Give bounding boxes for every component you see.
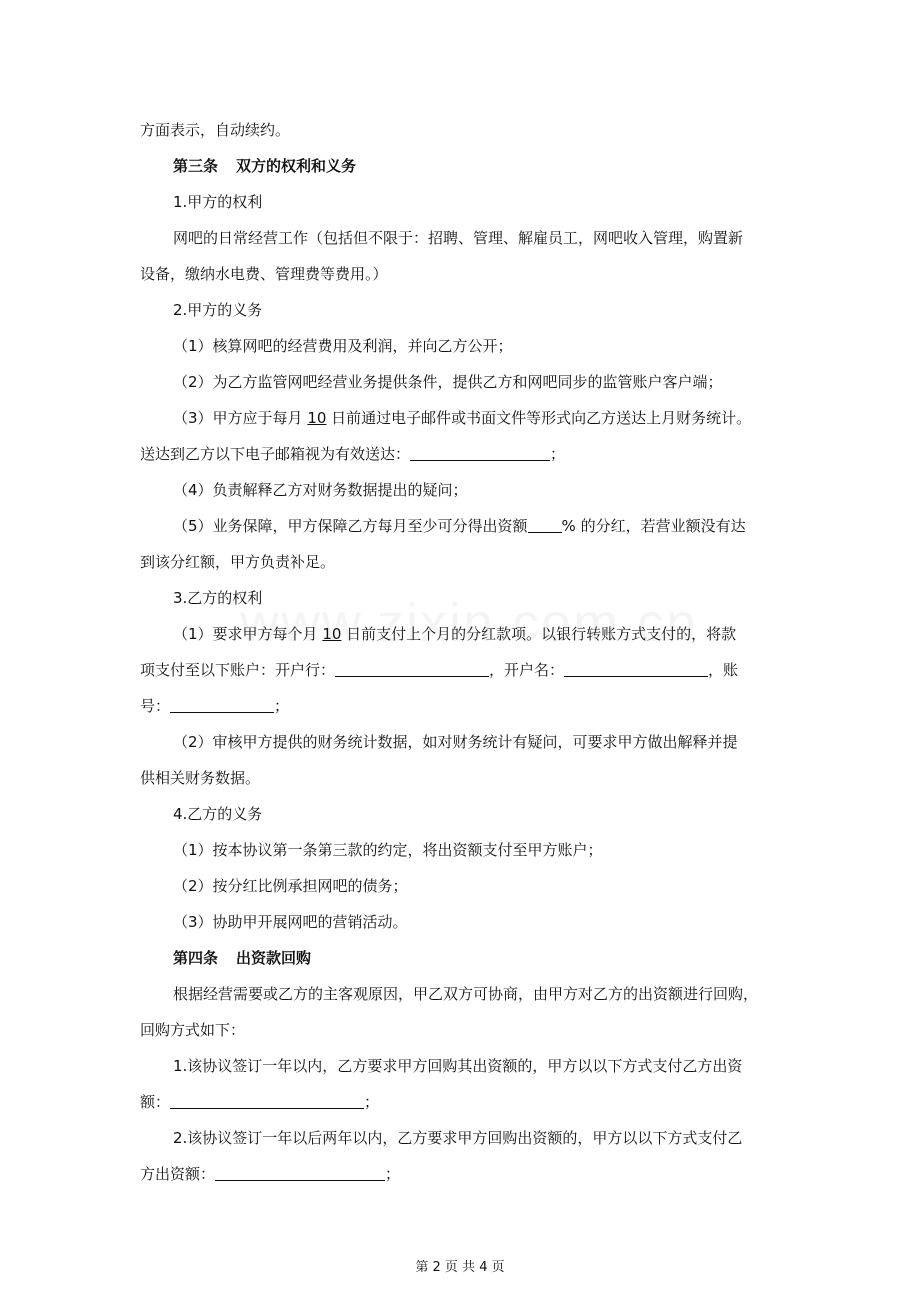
list-item xyxy=(140,616,790,652)
section-heading: 2.甲方的义务 xyxy=(173,301,263,319)
list-item: （3）协助甲开展网吧的营销活动。 xyxy=(173,913,408,931)
list-item-text: 的分红，若营业额没有达 xyxy=(575,517,746,535)
article-3-heading xyxy=(140,148,790,184)
list-item-text: 号： xyxy=(140,697,171,715)
paragraph-line: 到该分红额，甲方负责补足。 xyxy=(140,553,336,571)
paragraph-line xyxy=(140,688,790,724)
list-item-text: ； xyxy=(550,445,566,463)
percent-sign: % xyxy=(561,517,576,535)
paragraph-line: 回购方式如下： xyxy=(140,1021,246,1039)
list-item: （1）核算网吧的经营费用及利润，并向乙方公开； xyxy=(173,337,513,355)
section-heading: 3.乙方的权利 xyxy=(173,589,263,607)
list-item-text: 日前支付上个月的分红款项。以银行转账方式支付的，将款 xyxy=(341,625,737,643)
percent-blank-field xyxy=(528,516,562,533)
list-item-text: ； xyxy=(364,1093,380,1111)
section-heading: 1.甲方的权利 xyxy=(173,193,263,211)
section-heading: 4.乙方的义务 xyxy=(173,805,263,823)
paragraph-line xyxy=(140,652,790,688)
list-item-text: （1）要求甲方每个月 xyxy=(173,625,323,643)
contract-body xyxy=(140,112,790,1192)
list-item-text: 日前通过电子邮件或书面文件等形式向乙方送达上月财务统计。 xyxy=(326,409,752,427)
list-item-text: 额： xyxy=(140,1093,171,1111)
list-item-text: 方出资额： xyxy=(140,1165,216,1183)
list-item xyxy=(140,400,790,436)
article-4-title: 出资款回购 xyxy=(236,949,312,967)
paragraph-line xyxy=(140,1156,790,1192)
list-item-text: 送达到乙方以下电子邮箱视为有效送达： xyxy=(140,445,411,463)
paragraph-line xyxy=(140,1084,790,1120)
list-item-text: （5）业务保障，甲方保障乙方每月至少可分得出资额 xyxy=(173,517,528,535)
list-item-text: ； xyxy=(274,697,290,715)
list-item: （4）负责解释乙方对财务数据提出的疑问； xyxy=(173,481,468,499)
list-item: （1）按本协议第一条第三款的约定，将出资额支付至甲方账户； xyxy=(173,841,603,859)
article-3-title: 双方的权利和义务 xyxy=(236,157,357,175)
account-name-blank-field xyxy=(564,660,708,677)
list-item: （2）为乙方监管网吧经营业务提供条件，提供乙方和网吧同步的监管账户客户端； xyxy=(173,373,723,391)
account-number-blank-field xyxy=(170,696,274,713)
paragraph-line: 供相关财务数据。 xyxy=(140,769,261,787)
paragraph-line: 根据经营需要或乙方的主客观原因，甲乙双方可协商，由甲方对乙方的出资额进行回购， xyxy=(173,985,759,1003)
article-4-heading xyxy=(140,940,790,976)
paragraph-line: 方面表示，自动续约。 xyxy=(140,121,291,139)
list-item: （2）按分红比例承担网吧的债务； xyxy=(173,877,408,895)
list-item: （2）审核甲方提供的财务统计数据，如对财务统计有疑问，可要求甲方做出解释并提 xyxy=(173,733,738,751)
list-item-text: ，账 xyxy=(708,661,739,679)
list-item: 2.该协议签订一年以后两年以内，乙方要求甲方回购出资额的，甲方以以下方式支付乙 xyxy=(173,1129,743,1147)
email-blank-field xyxy=(410,444,550,461)
article-3-number: 第三条 xyxy=(173,157,219,175)
paragraph-line: 设备，缴纳水电费、管理费等费用。） xyxy=(140,265,388,283)
list-item xyxy=(140,508,790,544)
underlined-day: 10 xyxy=(322,625,342,643)
paragraph-line: 网吧的日常经营工作（包括但不限于：招聘、管理、解雇员工，网吧收入管理，购置新 xyxy=(173,229,744,247)
list-item-text: （3）甲方应于每月 xyxy=(173,409,308,427)
list-item-text: ； xyxy=(385,1165,401,1183)
bank-blank-field xyxy=(335,660,489,677)
paragraph-line xyxy=(140,436,790,472)
list-item: 1.该协议签订一年以内，乙方要求甲方回购其出资额的，甲方以以下方式支付乙方出资 xyxy=(173,1057,743,1075)
amount-blank-field xyxy=(215,1164,385,1181)
underlined-day: 10 xyxy=(307,409,327,427)
list-item-text: ，开户名： xyxy=(489,661,565,679)
list-item-text: 项支付至以下账户：开户行： xyxy=(140,661,336,679)
page-number-footer: 第 2 页 共 4 页 xyxy=(415,1260,505,1275)
article-4-number: 第四条 xyxy=(173,949,219,967)
amount-blank-field xyxy=(170,1092,364,1109)
